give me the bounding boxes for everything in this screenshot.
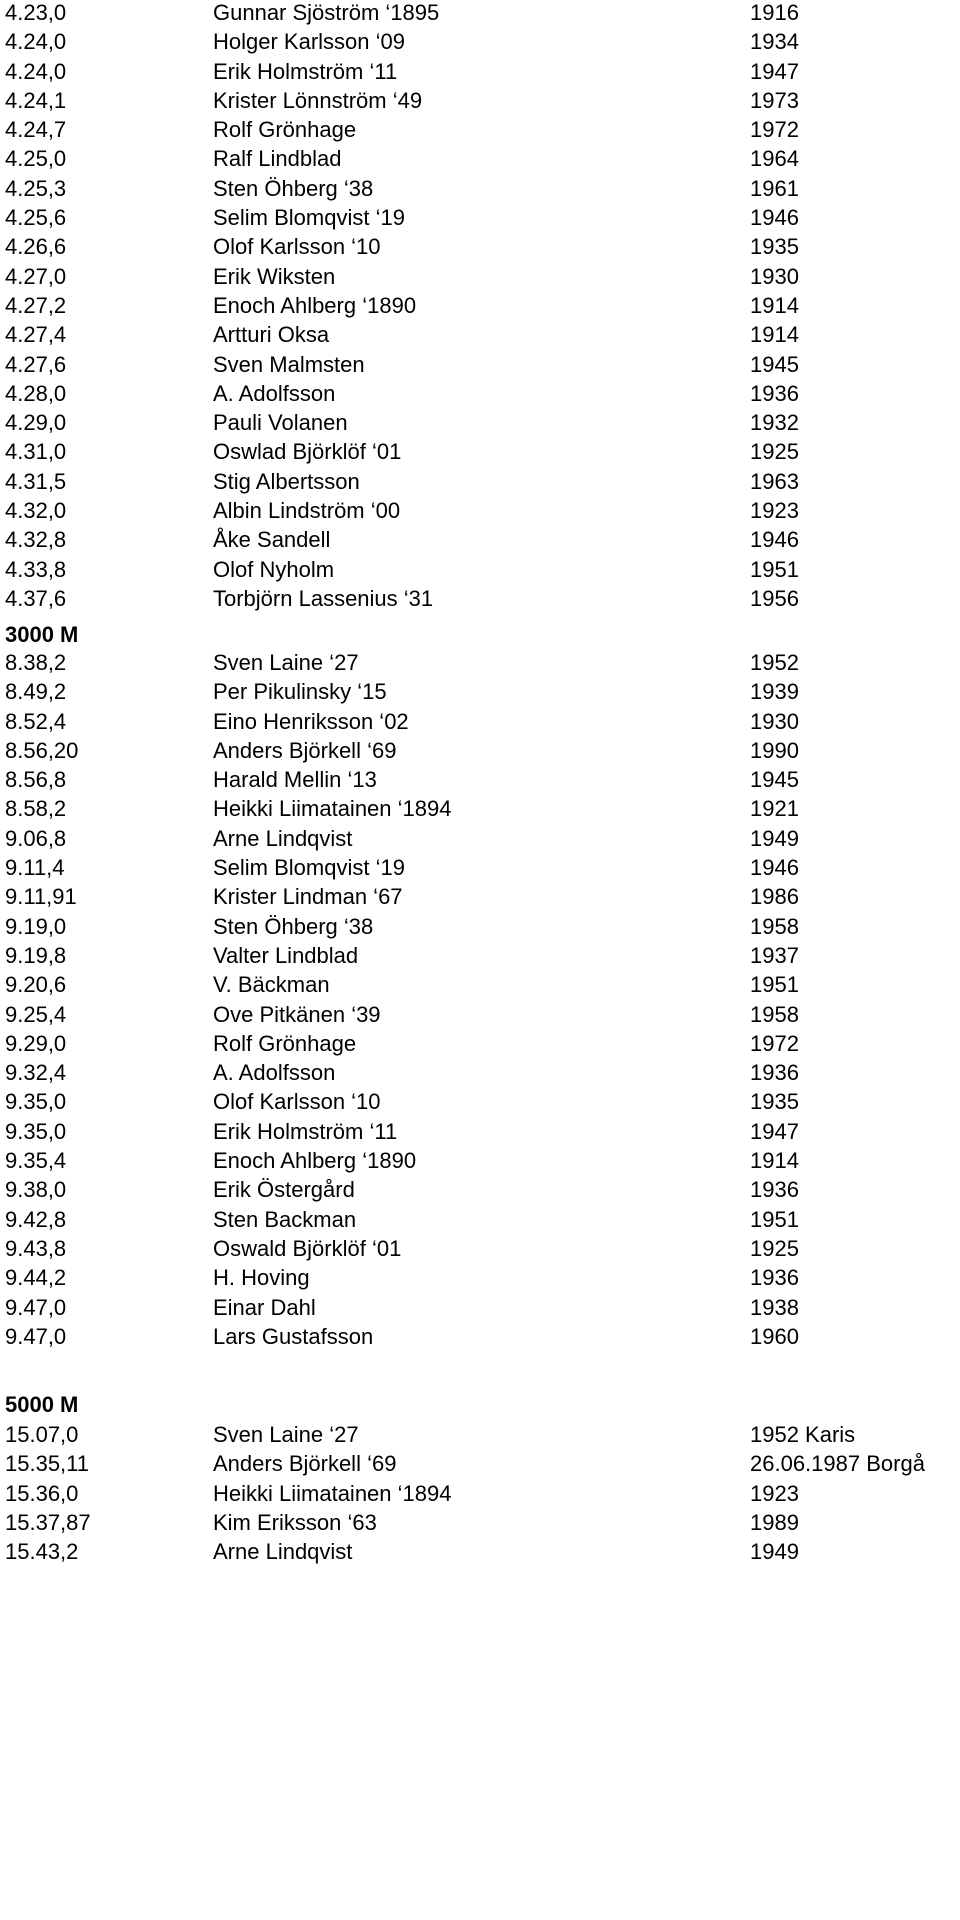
result-time: 9.35,4 [5, 1148, 67, 1174]
athlete-name: Sven Malmsten [213, 351, 365, 377]
result-year: 1916 [750, 0, 799, 25]
result-year: 1946 [750, 527, 799, 553]
result-year: 1973 [750, 87, 799, 113]
athlete-name: Selim Blomqvist ‘19 [213, 205, 405, 231]
result-time: 4.27,6 [5, 351, 67, 377]
result-year: 1936 [750, 1265, 799, 1291]
result-year: 1934 [750, 29, 799, 55]
result-time: 15.43,2 [5, 1539, 79, 1565]
result-year: 1914 [750, 1148, 799, 1174]
result-row [0, 0, 960, 27]
result-row [0, 1449, 960, 1478]
athlete-name: Kim Eriksson ‘63 [213, 1509, 377, 1535]
result-row [0, 1537, 960, 1566]
result-row [0, 555, 960, 584]
athlete-name: Olof Nyholm [213, 556, 335, 582]
result-time: 9.44,2 [5, 1265, 67, 1291]
result-row [0, 1058, 960, 1087]
result-row [0, 970, 960, 999]
result-time: 15.36,0 [5, 1480, 79, 1506]
athlete-name: Ove Pitkänen ‘39 [213, 1001, 381, 1027]
result-time: 9.32,4 [5, 1060, 67, 1086]
athlete-name: Lars Gustafsson [213, 1323, 374, 1349]
result-year: 1951 [750, 972, 799, 998]
result-row [0, 1263, 960, 1292]
result-year: 1939 [750, 679, 799, 705]
athlete-name: Erik Holmström ‘11 [213, 1118, 398, 1144]
result-time: 8.38,2 [5, 650, 67, 675]
athlete-name: Erik Holmström ‘11 [213, 58, 398, 84]
result-time: 9.42,8 [5, 1206, 67, 1232]
result-year: 1930 [750, 708, 799, 734]
athlete-name: Arne Lindqvist [213, 1539, 353, 1565]
result-time: 4.28,0 [5, 380, 67, 406]
result-row [0, 203, 960, 232]
result-year: 1945 [750, 351, 799, 377]
athlete-name: Krister Lönnström ‘49 [213, 87, 423, 113]
athlete-name: Oswald Björklöf ‘01 [213, 1235, 402, 1261]
result-time: 9.35,0 [5, 1118, 67, 1144]
result-time: 4.24,0 [5, 58, 67, 84]
result-year: 1947 [750, 58, 799, 84]
result-year: 1936 [750, 1177, 799, 1203]
result-row [0, 912, 960, 941]
result-year: 1937 [750, 942, 799, 968]
result-row [0, 174, 960, 203]
result-year: 1990 [750, 737, 799, 763]
result-row [0, 262, 960, 291]
result-year: 1961 [750, 175, 799, 201]
result-time: 4.33,8 [5, 556, 67, 582]
athlete-name: Ralf Lindblad [213, 146, 342, 172]
result-row [0, 882, 960, 911]
result-row [0, 1029, 960, 1058]
result-row [0, 27, 960, 56]
result-row [0, 1420, 960, 1449]
result-time: 9.19,8 [5, 942, 67, 968]
athlete-name: Krister Lindman ‘67 [213, 884, 403, 910]
result-row [0, 736, 960, 765]
result-row [0, 1205, 960, 1234]
athlete-name: V. Bäckman [213, 972, 330, 998]
athlete-name: Åke Sandell [213, 527, 331, 553]
athlete-name: Harald Mellin ‘13 [213, 767, 377, 793]
result-row [0, 941, 960, 970]
result-year: 1946 [750, 855, 799, 881]
result-year: 1946 [750, 205, 799, 231]
result-year: 1935 [750, 1089, 799, 1115]
result-row [0, 1234, 960, 1263]
result-row [0, 1293, 960, 1322]
result-time: 9.43,8 [5, 1235, 67, 1261]
athlete-name: A. Adolfsson [213, 380, 336, 406]
result-time: 8.49,2 [5, 679, 67, 705]
result-row [0, 1479, 960, 1508]
athlete-name: Anders Björkell ‘69 [213, 1451, 397, 1477]
result-time: 9.38,0 [5, 1177, 67, 1203]
result-year: 1952 Karis [750, 1422, 856, 1447]
result-year: 1932 [750, 410, 799, 436]
result-time: 15.35,11 [5, 1451, 90, 1477]
result-year: 1921 [750, 796, 799, 822]
result-year: 1972 [750, 117, 799, 143]
result-time: 4.31,0 [5, 439, 67, 465]
athlete-name: Valter Lindblad [213, 942, 359, 968]
result-year: 1945 [750, 767, 799, 793]
athlete-name: Per Pikulinsky ‘15 [213, 679, 387, 705]
result-row [0, 320, 960, 349]
section-5000m [0, 1420, 960, 1566]
result-year: 1930 [750, 263, 799, 289]
athlete-name: Sten Öhberg ‘38 [213, 913, 374, 939]
section-3000m [0, 648, 960, 1351]
result-row [0, 765, 960, 794]
result-time: 4.26,6 [5, 234, 67, 260]
result-time: 8.52,4 [5, 708, 67, 734]
result-row [0, 496, 960, 525]
result-row [0, 144, 960, 173]
result-time: 9.11,4 [5, 855, 65, 881]
result-row [0, 1087, 960, 1116]
result-year: 1936 [750, 1060, 799, 1086]
result-row [0, 1175, 960, 1204]
result-year: 1935 [750, 234, 799, 260]
result-year: 1936 [750, 380, 799, 406]
result-year: 1960 [750, 1323, 799, 1349]
result-year: 1923 [750, 498, 799, 524]
athlete-name: Selim Blomqvist ‘19 [213, 855, 405, 881]
result-time: 8.56,8 [5, 767, 67, 793]
athlete-name: Olof Karlsson ‘10 [213, 1089, 381, 1115]
result-row [0, 291, 960, 320]
result-time: 15.37,87 [5, 1509, 91, 1535]
athlete-name: Arne Lindqvist [213, 825, 353, 851]
result-time: 4.25,3 [5, 175, 67, 201]
section-continued [0, 0, 960, 613]
result-year: 1923 [750, 1480, 799, 1506]
result-time: 9.47,0 [5, 1294, 67, 1320]
result-year: 1986 [750, 884, 799, 910]
result-year: 1914 [750, 322, 799, 348]
result-row [0, 1000, 960, 1029]
result-row [0, 379, 960, 408]
result-year: 1925 [750, 1235, 799, 1261]
athlete-name: Torbjörn Lassenius ‘31 [213, 585, 434, 611]
result-year: 1951 [750, 1206, 799, 1232]
result-row [0, 794, 960, 823]
athlete-name: Rolf Grönhage [213, 1030, 357, 1056]
result-row [0, 525, 960, 554]
athlete-name: Artturi Oksa [213, 322, 330, 348]
result-time: 4.27,2 [5, 292, 67, 318]
result-time: 4.24,7 [5, 117, 67, 143]
result-year: 1972 [750, 1030, 799, 1056]
athlete-name: Oswlad Björklöf ‘01 [213, 439, 402, 465]
result-year: 1938 [750, 1294, 799, 1320]
result-time: 4.32,0 [5, 498, 67, 524]
result-row [0, 408, 960, 437]
athlete-name: Holger Karlsson ‘09 [213, 29, 405, 55]
athlete-name: Einar Dahl [213, 1294, 316, 1320]
athlete-name: A. Adolfsson [213, 1060, 336, 1086]
athlete-name: Sten Backman [213, 1206, 357, 1232]
result-row [0, 232, 960, 261]
result-year: 1958 [750, 913, 799, 939]
result-time: 4.24,1 [5, 87, 67, 113]
result-year: 1949 [750, 1539, 799, 1565]
result-time: 4.23,0 [5, 0, 67, 25]
result-year: 1958 [750, 1001, 799, 1027]
result-year: 1952 [750, 650, 799, 675]
result-time: 15.07,0 [5, 1422, 79, 1447]
result-row [0, 1508, 960, 1537]
result-year: 1947 [750, 1118, 799, 1144]
athlete-name: Erik Wiksten [213, 263, 336, 289]
result-row [0, 1117, 960, 1146]
result-time: 4.29,0 [5, 410, 67, 436]
athlete-name: Sten Öhberg ‘38 [213, 175, 374, 201]
result-time: 4.27,4 [5, 322, 67, 348]
athlete-name: Enoch Ahlberg ‘1890 [213, 292, 417, 318]
result-row [0, 437, 960, 466]
result-year: 26.06.1987 Borgå [750, 1451, 925, 1477]
athlete-name: Enoch Ahlberg ‘1890 [213, 1148, 417, 1174]
athlete-name: Sven Laine ‘27 [213, 650, 359, 675]
result-time: 9.20,6 [5, 972, 67, 998]
result-row [0, 1146, 960, 1175]
result-row [0, 677, 960, 706]
result-row [0, 584, 960, 613]
result-row [0, 707, 960, 736]
athlete-name: Stig Albertsson [213, 468, 360, 494]
athlete-name: Sven Laine ‘27 [213, 1422, 359, 1447]
athlete-name: Heikki Liimatainen ‘1894 [213, 796, 452, 822]
result-year: 1989 [750, 1509, 799, 1535]
athlete-name: Rolf Grönhage [213, 117, 357, 143]
result-year: 1956 [750, 585, 799, 611]
result-time: 4.25,0 [5, 146, 67, 172]
result-year: 1963 [750, 468, 799, 494]
result-time: 4.25,6 [5, 205, 67, 231]
athlete-name: Olof Karlsson ‘10 [213, 234, 381, 260]
result-time: 9.11,91 [5, 884, 77, 910]
result-time: 9.25,4 [5, 1001, 67, 1027]
athlete-name: Albin Lindström ‘00 [213, 498, 401, 524]
result-row [0, 467, 960, 496]
result-year: 1914 [750, 292, 799, 318]
result-year: 1925 [750, 439, 799, 465]
result-row [0, 824, 960, 853]
athlete-name: Heikki Liimatainen ‘1894 [213, 1480, 452, 1506]
result-time: 4.24,0 [5, 29, 67, 55]
section-heading-3000m: 3000 M [5, 622, 79, 647]
result-year: 1951 [750, 556, 799, 582]
result-time: 4.31,5 [5, 468, 67, 494]
result-row [0, 86, 960, 115]
result-row [0, 648, 960, 677]
athlete-name: Erik Östergård [213, 1177, 355, 1203]
result-time: 9.35,0 [5, 1089, 67, 1115]
athlete-name: Gunnar Sjöström ‘1895 [213, 0, 440, 25]
result-row [0, 115, 960, 144]
result-time: 9.29,0 [5, 1030, 67, 1056]
result-time: 9.47,0 [5, 1323, 67, 1349]
result-time: 8.58,2 [5, 796, 67, 822]
result-time: 4.32,8 [5, 527, 67, 553]
result-row [0, 57, 960, 86]
result-time: 9.06,8 [5, 825, 67, 851]
section-heading-5000m: 5000 M [5, 1392, 79, 1417]
athlete-name: Pauli Volanen [213, 410, 348, 436]
result-year: 1964 [750, 146, 799, 172]
result-time: 8.56,20 [5, 737, 79, 763]
athlete-name: Eino Henriksson ‘02 [213, 708, 409, 734]
result-row [0, 1322, 960, 1351]
result-time: 4.37,6 [5, 585, 67, 611]
athlete-name: H. Hoving [213, 1265, 310, 1291]
result-row [0, 350, 960, 379]
result-row [0, 853, 960, 882]
result-time: 9.19,0 [5, 913, 67, 939]
athlete-name: Anders Björkell ‘69 [213, 737, 397, 763]
result-year: 1949 [750, 825, 799, 851]
result-time: 4.27,0 [5, 263, 67, 289]
